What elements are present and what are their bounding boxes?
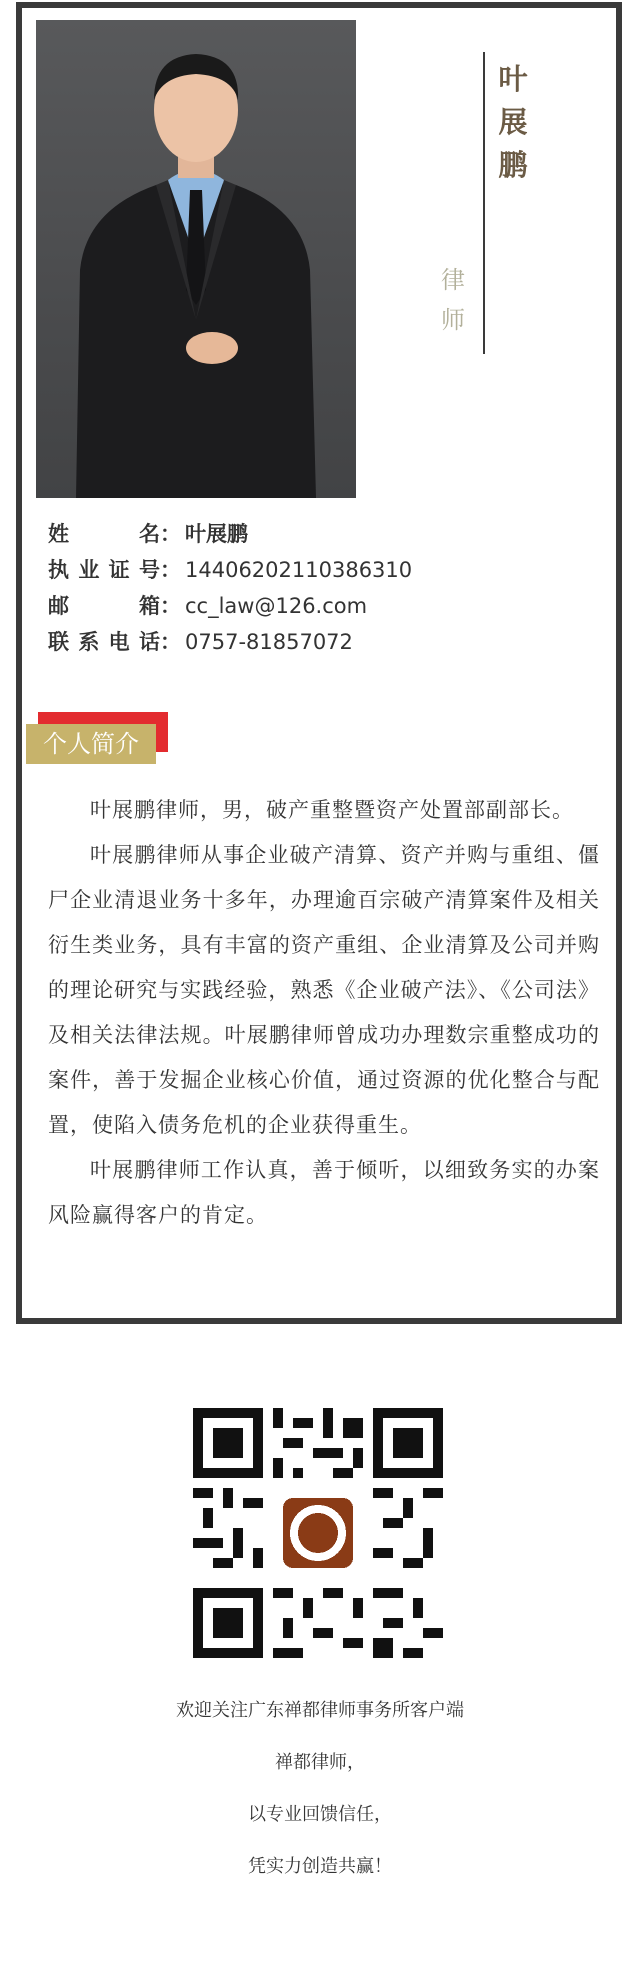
info-row-name — [48, 516, 412, 552]
contact-info — [48, 516, 412, 660]
bio-paragraph: 叶展鹏律师，男，破产重整暨资产处置部副部长。 — [90, 798, 574, 822]
info-colon: ： — [160, 558, 181, 582]
vertical-divider — [483, 52, 485, 354]
info-label: 姓名 — [48, 522, 160, 546]
portrait-illustration — [36, 20, 356, 498]
bio-paragraph: 叶展鹏律师工作认真，善于倾听，以细致务实的办案风险赢得客户的肯定。 — [48, 1158, 600, 1227]
profile-card — [16, 2, 622, 1324]
footer — [0, 1694, 640, 1902]
footer-slogan-1: 禅都律师， — [275, 1752, 365, 1773]
info-value: 14406202110386310 — [185, 558, 413, 582]
lawyer-name-vertical: 叶展鹏 — [498, 62, 528, 182]
info-value: 叶展鹏 — [185, 522, 248, 546]
info-row-email — [48, 588, 412, 624]
info-row-phone — [48, 624, 412, 660]
info-label: 邮箱 — [48, 594, 160, 618]
qr-code-pattern — [193, 1408, 443, 1658]
bio-paragraph: 叶展鹏律师从事企业破产清算、资产并购与重组、僵尸企业清退业务十多年，办理逾百宗破产清算案件及相关衍生类业务，具有丰富的资产重组、企业清算及公司并购的理论研究与实践经验，熟悉《企业破产法》、《公司法》及相关法律法规。叶展鹏律师曾成功办理数宗重整成功的案件，善于发掘企业核心价值，通过资源的优化整合与配置，使陷入债务危机的企业获得重生。 — [48, 843, 600, 1137]
info-row-license — [48, 552, 412, 588]
section-title: 个人简介 — [26, 724, 156, 764]
info-label: 执业证号 — [48, 558, 160, 582]
info-colon: ： — [160, 522, 181, 546]
qr-code[interactable] — [193, 1408, 443, 1658]
lawyer-photo — [36, 20, 356, 498]
email-link[interactable]: cc_law@126.com — [185, 594, 368, 618]
info-label: 联系电话 — [48, 630, 160, 654]
lawyer-title-vertical: 律师 — [441, 266, 465, 334]
footer-slogan-3: 凭实力创造共赢！ — [248, 1856, 392, 1877]
phone-link[interactable]: 0757-81857072 — [185, 630, 353, 654]
info-colon: ： — [160, 594, 181, 618]
info-colon: ： — [160, 630, 181, 654]
biography — [48, 788, 600, 1238]
footer-slogan-2: 以专业回馈信任， — [248, 1804, 392, 1825]
section-tag — [26, 712, 176, 764]
footer-follow-text: 欢迎关注广东禅都律师事务所客户端 — [176, 1700, 464, 1721]
